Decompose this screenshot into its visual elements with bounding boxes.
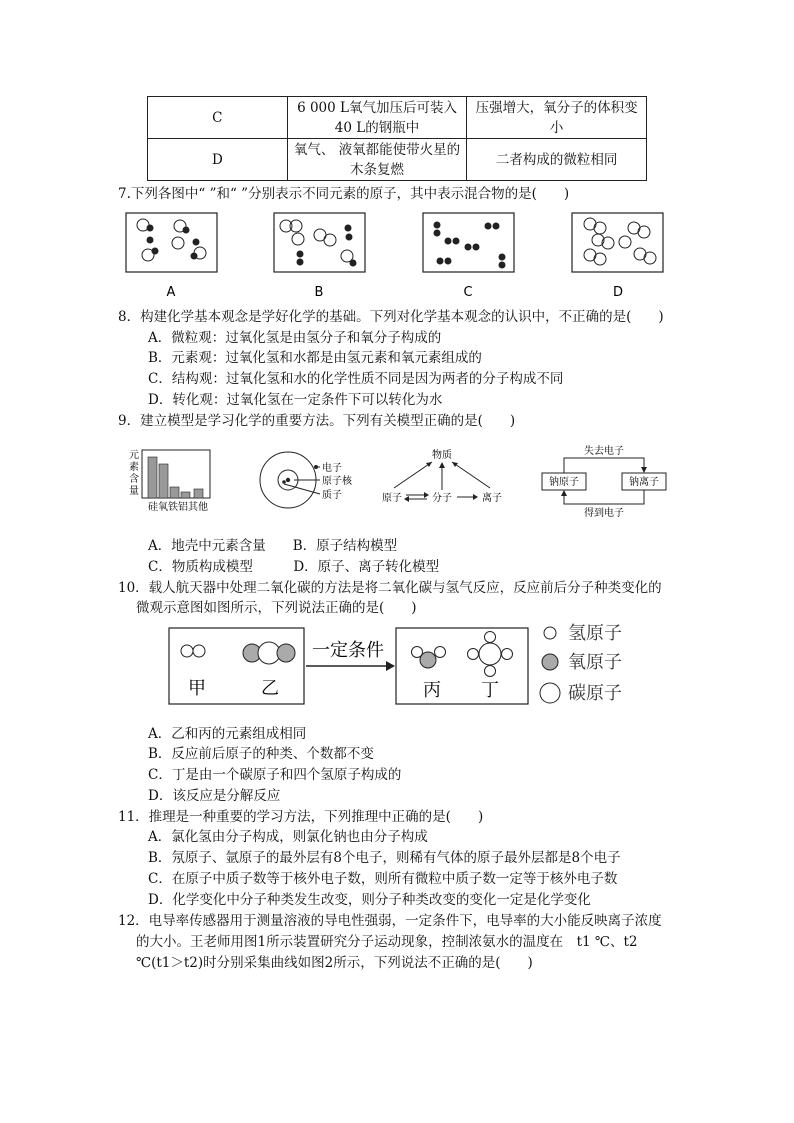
- q7-box-a: [126, 213, 217, 272]
- q11-option-d: D．化学变化中分子种类发生改变，则分子种类改变的变化一定是化学变化: [148, 892, 591, 908]
- legend-carbon: 碳原子: [568, 683, 622, 704]
- chart-ylabel-2: 素: [129, 462, 139, 473]
- q9-bar-chart: [129, 449, 210, 513]
- concept-atom: 原子: [382, 493, 402, 504]
- q12-line1: 12．电导率传感器用于测量溶液的导电性强弱，一定条件下，电导率的大小能反映离子浓度: [118, 913, 662, 929]
- reaction-condition: 一定条件: [312, 640, 384, 661]
- q7-box-c: [423, 213, 514, 272]
- q12-line3: ℃(t1＞t2)时分别采集曲线如图2所示，下列说法不正确的是( ): [136, 955, 533, 971]
- chart-ylabel-3: 含: [129, 474, 139, 485]
- q9-options-line1: A．地壳中元素含量 B．原子结构模型: [148, 538, 398, 554]
- answer-table: [147, 96, 647, 181]
- q11-option-c: C．在原子中质子数等于核外电子数，则所有微粒中质子数一定等于核外电子数: [148, 871, 618, 887]
- q9-stem: 9．建立模型是学习化学的重要方法。下列有关模型正确的是( ): [118, 413, 516, 429]
- ion-lose-label: 失去电子: [584, 446, 624, 457]
- table-cell: 压强增大，氧分子的体积变小: [467, 97, 647, 139]
- q9-ion-model: [542, 444, 666, 519]
- q7-particle-boxes: [120, 208, 670, 298]
- concept-molecule: 分子: [432, 493, 452, 504]
- q7-label-a: A: [166, 285, 176, 298]
- q7-stem: 7.下列各图中“ ”和“ ”分别表示不同元素的原子，其中表示混合物的是( ): [118, 186, 570, 202]
- table-cell: 二者构成的微粒相同: [467, 139, 647, 181]
- q10-option-a: A．乙和丙的元素组成相同: [148, 726, 307, 742]
- chart-ylabel-1: 元: [129, 450, 139, 461]
- atom-label-nucleus: 原子核: [322, 476, 352, 487]
- product-ding: 丁: [481, 680, 499, 701]
- q7-label-b: B: [314, 285, 324, 298]
- chart-bar: [159, 464, 168, 498]
- atom-label-electron: 电子: [322, 463, 342, 474]
- q8-option-b: B．元素观：过氧化氢和水都是由氢元素和氧元素组成的: [148, 350, 482, 366]
- q11-stem: 11．推理是一种重要的学习方法，下列推理中正确的是( ): [118, 809, 484, 825]
- q10-option-c: C．丁是由一个碳原子和四个氢原子构成的: [148, 767, 402, 783]
- chart-xlabel: 硅氧铁铝其他: [148, 502, 208, 513]
- q9-options-line2: C．物质构成模型 D．原子、离子转化模型: [148, 559, 440, 575]
- product-bing: 丙: [423, 680, 441, 701]
- q11-option-b: B．氖原子、氩原子的最外层有8个电子，则稀有气体的原子最外层都是8个电子: [148, 850, 621, 866]
- reactant-jia: 甲: [188, 678, 206, 699]
- q8-option-c: C．结构观：过氧化氢和水的化学性质不同是因为两者的分子构成不同: [148, 371, 564, 387]
- q10-reaction-diagram: [160, 620, 640, 712]
- q10-option-b: B．反应前后原子的种类、个数都不变: [148, 746, 374, 762]
- atom-label-proton: 质子: [322, 490, 342, 501]
- legend-hydrogen: 氢原子: [568, 623, 622, 644]
- ion-left-box: 钠原子: [549, 477, 579, 488]
- table-cell: C: [148, 97, 288, 139]
- chart-bar: [194, 489, 203, 498]
- ion-right-box: 钠离子: [629, 477, 659, 488]
- q11-option-a: A．氯化氢由分子构成，则氯化钠也由分子构成: [148, 829, 428, 845]
- legend-oxygen: 氧原子: [568, 652, 622, 673]
- q8-stem: 8．构建化学基本观念是学好化学的基础。下列对化学基本观念的认识中，不正确的是( ): [118, 309, 664, 325]
- chart-ylabel-4: 量: [129, 486, 139, 497]
- chart-bar: [148, 457, 157, 498]
- q10-stem-line1: 10．载人航天器中处理二氧化碳的方法是将二氧化碳与氢气反应，反应前后分子种类变化的: [118, 580, 662, 596]
- ion-gain-label: 得到电子: [584, 508, 624, 519]
- q10-stem-line2: 微观示意图如图所示，下列说法正确的是( ): [136, 600, 417, 616]
- concept-ion: 离子: [482, 493, 502, 504]
- q9-model-figures: [124, 442, 684, 522]
- concept-top: 物质: [432, 450, 452, 461]
- q7-label-c: C: [463, 285, 473, 298]
- q12-line2: 的大小。王老师用图1所示装置研究分子运动现象，控制浓氨水的温度在 t1 ℃、t2: [136, 934, 638, 950]
- table-cell: 6 000 L氧气加压后可装入40 L的钢瓶中: [287, 97, 467, 139]
- q10-option-d: D．该反应是分解反应: [148, 788, 281, 804]
- reactant-yi: 乙: [261, 678, 279, 699]
- q9-concept-model: [382, 448, 502, 504]
- q8-option-a: A．微粒观：过氧化氢是由氢分子和氧分子构成的: [148, 330, 442, 346]
- q9-atom-model: [260, 452, 353, 508]
- chart-bar: [170, 487, 179, 498]
- q7-label-d: D: [612, 285, 624, 298]
- chart-bar: [181, 492, 190, 498]
- table-row: [148, 139, 647, 181]
- q7-box-b: [274, 213, 365, 272]
- q8-option-d: D．转化观：过氧化氢在一定条件下可以转化为水: [148, 392, 443, 408]
- table-row: [148, 97, 647, 139]
- table-cell: D: [148, 139, 288, 181]
- table-cell: 氧气、 液氧都能使带火星的木条复燃: [287, 139, 467, 181]
- q7-box-d: [572, 213, 663, 272]
